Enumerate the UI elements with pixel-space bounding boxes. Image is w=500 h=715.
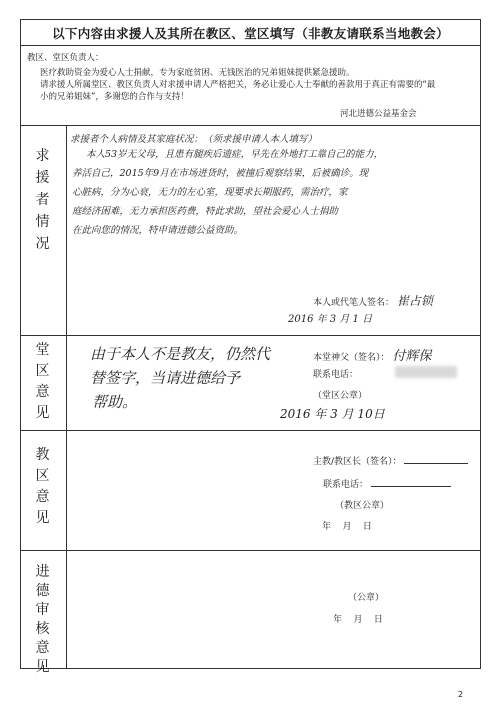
form-title: 以下内容由求援人及其所在教区、堂区填写（非教友请联系当地教会） bbox=[52, 26, 449, 41]
applicant-divider bbox=[21, 335, 480, 336]
review-date: 年 月 日 bbox=[333, 615, 383, 625]
parish-handwriting bbox=[90, 342, 310, 414]
priest-signature: 付辉保 bbox=[392, 349, 432, 364]
priest-label: 本堂神父（签名）： bbox=[313, 353, 390, 363]
applicant-instruction: 求援者个人病情及其家庭状况：（须求援申请人本人填写） bbox=[70, 134, 318, 145]
parish-seal-label: （堂区公章） bbox=[313, 391, 368, 401]
parish-divider bbox=[21, 430, 480, 431]
handwriting-line: 在此向您的情况，特申请进德公益资助。 bbox=[72, 225, 244, 236]
review-seal-label: （公章） bbox=[348, 593, 385, 603]
diocese-head-row bbox=[313, 454, 468, 467]
parish-label-text: 堂区意见 bbox=[35, 342, 50, 421]
handwriting-line: 替签字，当请进德给予 bbox=[90, 369, 241, 387]
handwriting-line: 由于本人不是教友，仍然代 bbox=[90, 345, 271, 363]
applicant-handwriting bbox=[72, 145, 477, 240]
header-divider bbox=[21, 125, 480, 126]
applicant-label-text: 求援者情况 bbox=[35, 148, 50, 252]
applicant-signature-label: 本人或代笔人签名： bbox=[313, 298, 395, 308]
diocese-seal-label: （教区公章） bbox=[335, 501, 390, 511]
parish-phone-label: 联系电话： bbox=[313, 370, 359, 380]
parish-date: 2016 年 3 月 10日 bbox=[280, 407, 385, 421]
notice-line-2: 请求援人所属堂区、教区负责人对求援申请人严格把关，务必让爱心人士奉献的善款用于真正有需要的“最 bbox=[40, 80, 436, 90]
handwriting-line: 庭经济困难，无力承担医药费，特此求助，望社会爱心人士捐助 bbox=[72, 206, 339, 217]
notice-line-3: 小的兄弟姐妹”，多谢您的合作与支持！ bbox=[40, 92, 189, 102]
parish-label bbox=[20, 340, 65, 424]
applicant-date: 2016 年 3 月 1 日 bbox=[288, 314, 373, 325]
applicant-signature: 崔占锁 bbox=[396, 294, 433, 308]
applicant-signature-row bbox=[313, 292, 433, 309]
handwriting-line: 养活自己，2015年9月在市场进货时，被撞后观察结果，后被确诊。现 bbox=[72, 168, 369, 179]
review-label-text: 进德审核意见 bbox=[35, 564, 50, 675]
diocese-signature-line bbox=[404, 455, 468, 464]
page-number: 2 bbox=[458, 690, 464, 699]
foundation-name: 河北进德公益基金会 bbox=[340, 109, 417, 119]
review-label bbox=[20, 563, 65, 677]
diocese-divider bbox=[21, 550, 480, 551]
redacted-phone bbox=[395, 366, 457, 378]
handwriting-line: 帮助。 bbox=[92, 393, 138, 411]
diocese-phone-label: 联系电话： bbox=[323, 480, 369, 490]
notice-line-1: 医疗救助资金为爱心人士捐献，专为家庭贫困、无钱医治的兄弟姐妹提供紧急援助。 bbox=[40, 68, 355, 78]
handwriting-line: 心脏病，分为心衰，无力的左心室，现要求长期服药，需治疗，家 bbox=[72, 187, 348, 198]
applicant-label bbox=[20, 145, 65, 255]
label-column-divider bbox=[66, 125, 67, 668]
handwriting-line: 本人53岁无父母，且患有腿疾后遗症，早先在外地打工靠自己的能力， bbox=[86, 149, 384, 160]
diocese-head-label: 主教/教区长（签名）： bbox=[313, 457, 402, 467]
priest-signature-row bbox=[313, 345, 431, 364]
diocese-phone-line bbox=[371, 478, 451, 487]
diocese-date: 年 月 日 bbox=[322, 522, 372, 532]
parish-head-label: 教区、堂区负责人： bbox=[27, 53, 104, 63]
title-divider bbox=[21, 45, 480, 46]
diocese-label-text: 教区意见 bbox=[35, 447, 50, 526]
diocese-label bbox=[20, 445, 65, 529]
diocese-phone-row bbox=[323, 477, 451, 490]
